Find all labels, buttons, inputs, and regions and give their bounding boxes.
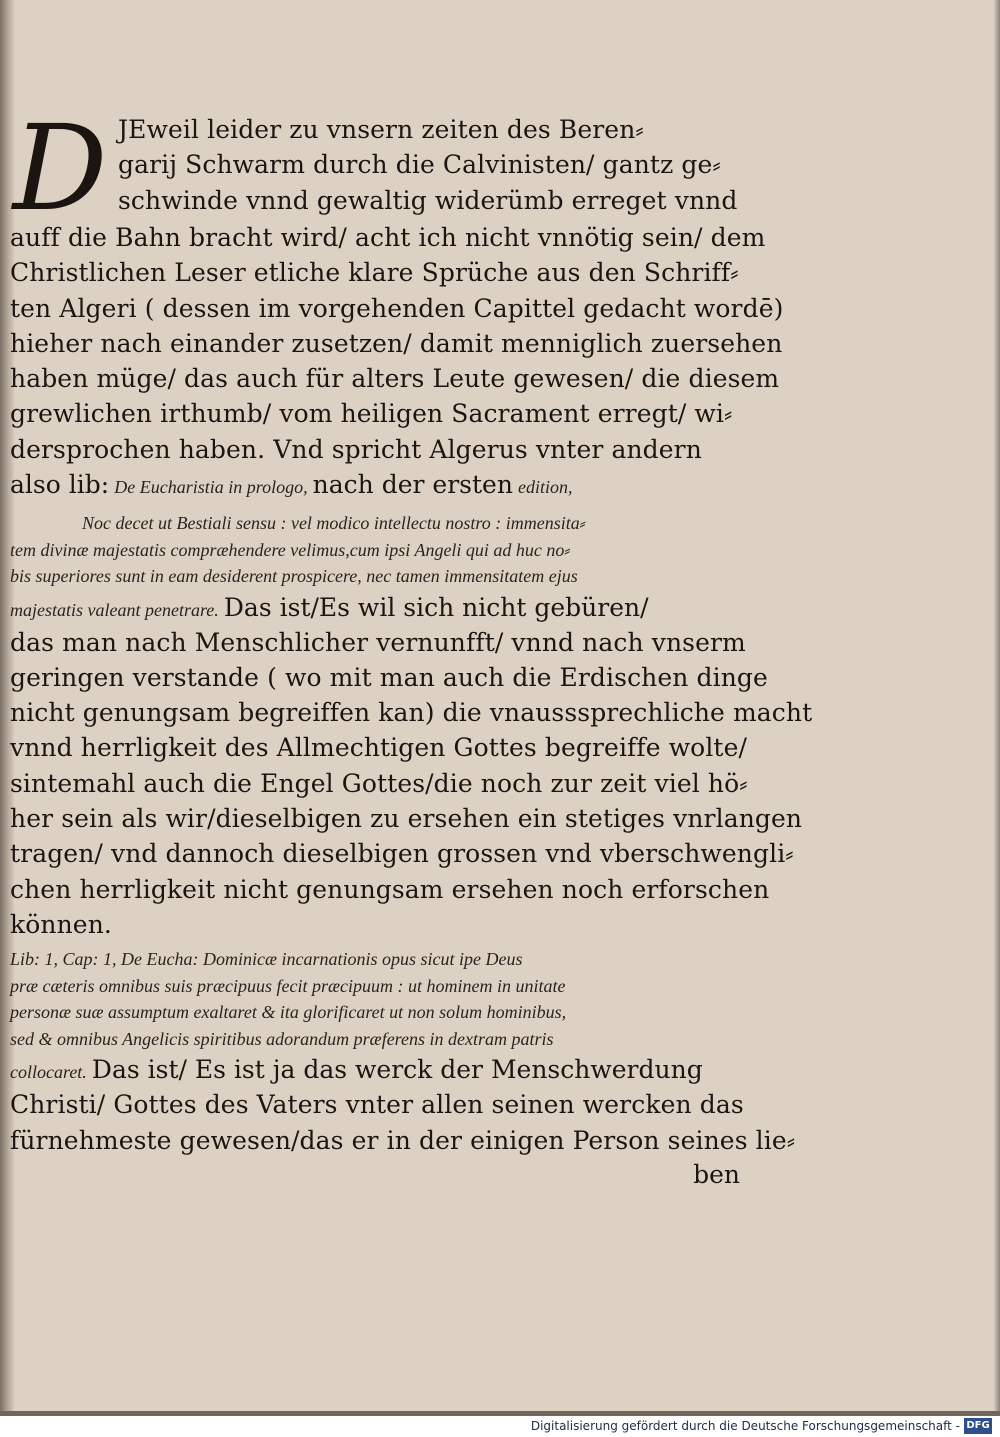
latin-quote-1 xyxy=(10,510,740,625)
text-line: grewlichen irthumb/ vom heiligen Sacrament erregt/ wi⸗ xyxy=(10,399,733,429)
latin-quote-2 xyxy=(10,946,740,1087)
text-block xyxy=(10,99,813,1192)
text-line: geringen verstande ( wo mit man auch die Erdischen dinge xyxy=(10,662,768,692)
latin-line: personæ suæ assumptum exaltaret & ita glorificaret ut non solum hominibus, xyxy=(10,1002,567,1023)
latin-citation: edition, xyxy=(518,477,573,498)
text-line: das man nach Menschlicher vernunfft/ vnnd nach vnserm xyxy=(10,627,746,657)
paragraph-1 xyxy=(10,99,784,502)
text-line: können. xyxy=(10,909,112,939)
text-line: sintemahl auch die Engel Gottes/die noch zur zeit viel hö⸗ xyxy=(10,768,748,798)
text-run: nach der ersten xyxy=(312,470,513,500)
paragraph-2 xyxy=(10,625,813,943)
text-run: also lib: xyxy=(10,470,110,500)
text-line: vnnd herrligkeit des Allmechtigen Gottes begreiffe wolte/ xyxy=(10,733,747,763)
drop-cap-initial: D xyxy=(12,99,108,237)
text-line: garij Schwarm durch die Calvinisten/ gantz ge⸗ xyxy=(118,150,721,180)
text-line: tragen/ vnd dannoch dieselbigen grossen vnd vberschwengli⸗ xyxy=(10,839,794,869)
text-run: Das ist/Es wil sich nicht gebüren/ xyxy=(223,592,649,622)
text-line: chen herrligkeit nicht genungsam ersehen noch erforschen xyxy=(10,874,770,904)
digitization-footer xyxy=(0,1416,1000,1437)
page-edge-right xyxy=(994,0,1000,1416)
text-line: nicht genungsam begreiffen kan) die vnausssprechliche macht xyxy=(10,698,813,728)
text-line: hieher nach einander zusetzen/ damit menniglich zuersehen xyxy=(10,328,783,358)
latin-line: tem divinæ majestatis compræhendere velimus,cum ipsi Angeli qui ad huc no⸗ xyxy=(10,539,571,560)
text-line: her sein als wir/dieselbigen zu ersehen ein stetiges vnrlangen xyxy=(10,804,803,834)
text-line: schwinde vnnd gewaltig widerümb erreget vnnd xyxy=(118,185,738,215)
text-run: Das ist/ Es ist ja das werck der Menschwerdung xyxy=(91,1055,703,1085)
text-line-mixed xyxy=(10,467,740,502)
paragraph-3 xyxy=(10,1087,796,1192)
latin-line: bis superiores sunt in eam desiderent prospicere, nec tamen immensitatem ejus xyxy=(10,566,578,587)
text-line: JEweil leider zu vnsern zeiten des Beren⸗ xyxy=(118,115,644,144)
text-line: haben müge/ das auch für alters Leute gewesen/ die diesem xyxy=(10,364,780,394)
funding-credit: Digitalisierung gefördert durch die Deutsche Forschungsgemeinschaft - xyxy=(530,1419,960,1433)
latin-line: Lib: 1, Cap: 1, De Eucha: Dominicæ incarnationis opus sicut ipe Deus xyxy=(10,949,523,970)
text-line-mixed xyxy=(10,1052,740,1087)
latin-run: collocaret. xyxy=(10,1062,87,1083)
text-line-mixed xyxy=(10,590,740,625)
catchword: ben xyxy=(693,1159,740,1189)
text-line: Christi/ Gottes des Vaters vnter allen seinen wercken das xyxy=(10,1090,744,1120)
text-line: fürnehmeste gewesen/das er in der einigen Person seines lie⸗ xyxy=(10,1125,796,1155)
latin-citation: De Eucharistia in prologo, xyxy=(114,477,308,498)
dfg-logo[interactable]: DFG xyxy=(964,1418,992,1434)
latin-run: majestatis valeant penetrare. xyxy=(10,599,219,620)
text-line: dersprochen haben. Vnd spricht Algerus vnter andern xyxy=(10,434,702,464)
latin-line: sed & omnibus Angelicis spiritibus adorandum præferens in dextram patris xyxy=(10,1028,554,1049)
latin-line: præ cæteris omnibus suis præcipuus fecit præcipuum : ut hominem in unitate xyxy=(10,975,566,996)
text-line: ten Algeri ( dessen im vorgehenden Capittel gedacht wordē) xyxy=(10,293,784,323)
text-line: Christlichen Leser etliche klare Sprüche aus den Schriff⸗ xyxy=(10,258,739,288)
latin-line: Noc decet ut Bestiali sensu : vel modico intellectu nostro : immensita⸗ xyxy=(82,513,586,534)
text-line: auff die Bahn bracht wird/ acht ich nicht vnnötig sein/ dem xyxy=(10,223,766,252)
